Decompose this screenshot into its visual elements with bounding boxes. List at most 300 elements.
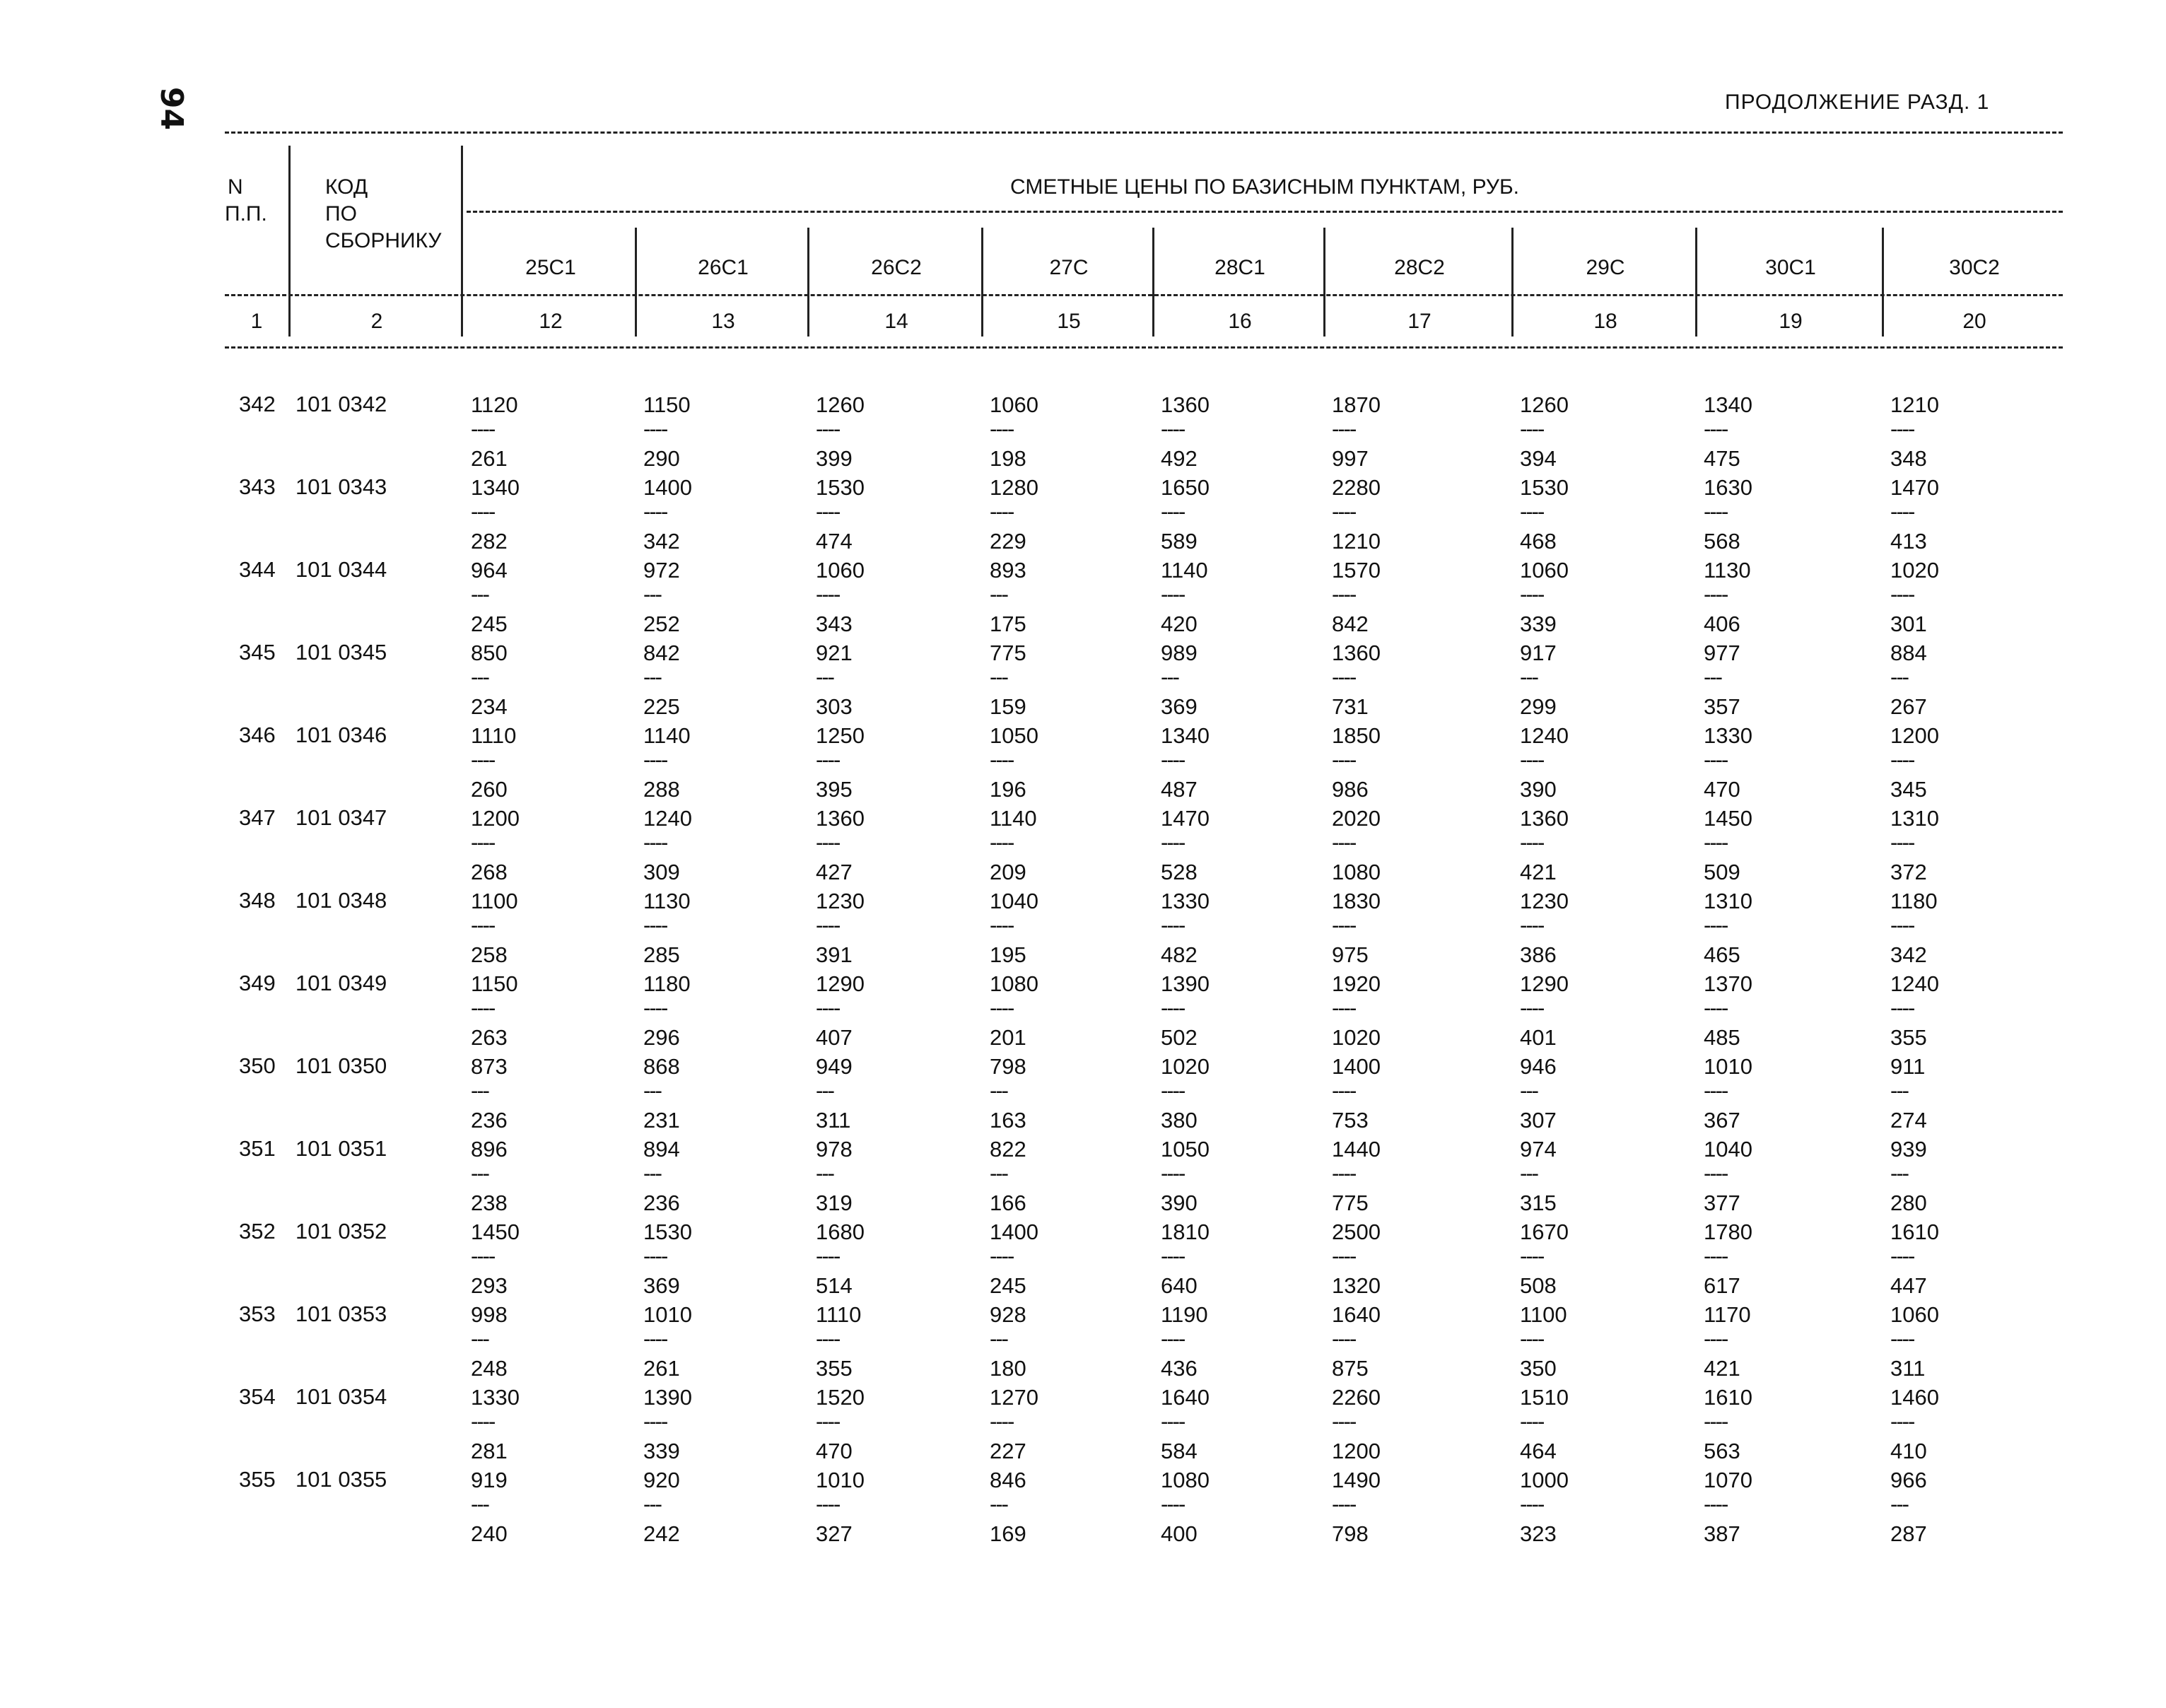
price-value: 617 [1704,1273,1740,1298]
fraction-separator: ---- [1332,1326,1356,1351]
price-value: 1360 [1161,392,1210,417]
price-value: 238 [471,1191,508,1215]
price-cell [1704,1302,1803,1382]
fraction-separator: ---- [1161,1161,1185,1186]
price-value: 357 [1704,694,1740,719]
col-np-label-2: П.П. [225,202,267,226]
price-value: 920 [643,1468,680,1492]
fraction-separator: ---- [1520,1409,1544,1434]
price-cell [1332,1136,1431,1217]
row-code: 101 0351 [295,1136,387,1161]
fraction-separator: ---- [1520,830,1544,855]
price-value: 242 [643,1521,680,1546]
price-cell [816,1136,915,1217]
price-value: 319 [816,1191,853,1215]
price-value: 485 [1704,1025,1740,1050]
price-cell [1332,971,1431,1051]
price-value: 896 [471,1137,508,1162]
price-cell [471,971,570,1051]
price-cell [471,1219,570,1299]
price-value: 311 [1890,1356,1926,1381]
col-code-label-1: КОД [325,175,368,199]
fraction-separator: ---- [1332,1078,1356,1103]
price-cell [1704,1467,1803,1548]
price-value: 274 [1890,1108,1927,1133]
price-value: 299 [1520,694,1557,719]
price-value: 1040 [990,889,1038,913]
price-cell [816,971,915,1051]
price-value: 842 [643,640,680,665]
row-number: 346 [239,723,276,747]
fraction-separator: ---- [816,1492,840,1516]
header-divider [288,146,291,337]
price-cell [1890,557,1989,638]
price-value: 195 [990,942,1026,967]
price-value: 946 [1520,1054,1557,1079]
price-value: 1100 [1520,1302,1567,1327]
fraction-separator: ---- [1890,913,1914,937]
price-value: 528 [1161,860,1198,884]
price-value: 339 [1520,612,1557,636]
row-number: 350 [239,1053,276,1078]
price-value: 2260 [1332,1385,1381,1410]
price-value: 997 [1332,446,1369,471]
price-cell [1161,1384,1260,1465]
price-cell [1704,888,1803,969]
price-value: 1310 [1890,806,1939,831]
fraction-separator: ---- [643,416,667,441]
price-cell [471,1302,570,1382]
price-cell [643,640,742,720]
price-value: 1340 [471,475,520,500]
price-value: 1210 [1890,392,1939,417]
price-value: 1240 [643,806,692,831]
price-value: 1530 [1520,475,1569,500]
price-cell [1161,971,1260,1051]
price-value: 196 [990,777,1026,802]
fraction-separator: --- [643,1078,661,1103]
price-value: 846 [990,1468,1026,1492]
price-value: 470 [1704,777,1740,802]
price-cell [1332,640,1431,720]
row-code: 101 0354 [295,1384,387,1409]
price-value: 1080 [1161,1468,1210,1492]
price-cell [1161,723,1260,803]
price-cell [816,474,915,555]
price-cell [1890,805,1989,886]
fraction-separator: --- [1520,665,1538,689]
price-cell [990,888,1089,969]
price-value: 1210 [1332,529,1381,554]
fraction-separator: --- [990,582,1007,607]
price-cell [1332,888,1431,969]
price-value: 1060 [990,392,1038,417]
price-cell [1161,557,1260,638]
price-cell [1890,1136,1989,1217]
price-cell [471,1053,570,1134]
point-header-27c: 27С [1049,256,1089,279]
price-cell [1332,557,1431,638]
fraction-separator: ---- [471,416,495,441]
col-number: 14 [884,310,908,333]
price-value: 1460 [1890,1385,1939,1410]
price-value: 225 [643,694,680,719]
fraction-separator: --- [816,665,833,689]
price-value: 315 [1520,1191,1557,1215]
price-value: 1260 [816,392,865,417]
fraction-separator: --- [1890,1078,1908,1103]
fraction-separator: ---- [1161,830,1185,855]
price-cell [1520,474,1619,555]
price-value: 180 [990,1356,1026,1381]
price-value: 911 [1890,1054,1926,1079]
price-value: 1050 [1161,1137,1210,1162]
price-value: 465 [1704,942,1740,967]
price-value: 986 [1332,777,1369,802]
price-value: 508 [1520,1273,1557,1298]
price-value: 287 [1890,1521,1927,1546]
price-value: 1400 [990,1219,1038,1244]
price-cell [1890,640,1989,720]
price-value: 977 [1704,640,1740,665]
fraction-separator: --- [990,665,1007,689]
price-value: 394 [1520,446,1557,471]
price-cell [643,474,742,555]
row-code: 101 0349 [295,971,387,995]
price-value: 1920 [1332,971,1381,996]
fraction-separator: ---- [990,995,1014,1020]
fraction-separator: ---- [1161,1492,1185,1516]
fraction-separator: ---- [1161,1409,1185,1434]
price-value: 447 [1890,1273,1927,1298]
price-value: 380 [1161,1108,1198,1133]
price-value: 229 [990,529,1026,554]
fraction-separator: ---- [1704,1492,1728,1516]
price-value: 245 [471,612,508,636]
price-cell [990,1302,1089,1382]
row-number: 355 [239,1467,276,1492]
price-cell [1520,1384,1619,1465]
price-cell [471,805,570,886]
price-cell [1161,474,1260,555]
page-title: ПРОДОЛЖЕНИЕ РАЗД. 1 [1725,90,1990,114]
price-value: 1570 [1332,558,1381,583]
price-cell [1890,888,1989,969]
price-value: 280 [1890,1191,1927,1215]
price-value: 798 [990,1054,1026,1079]
price-value: 261 [643,1356,680,1381]
fraction-separator: --- [990,1161,1007,1186]
price-value: 1520 [816,1385,865,1410]
price-value: 842 [1332,612,1369,636]
price-value: 1240 [1890,971,1939,996]
price-value: 884 [1890,640,1927,665]
price-value: 1060 [1890,1302,1939,1327]
price-value: 470 [816,1439,853,1463]
price-value: 2280 [1332,475,1381,500]
price-value: 369 [1161,694,1198,719]
price-value: 406 [1704,612,1740,636]
price-value: 1370 [1704,971,1752,996]
price-value: 1260 [1520,392,1569,417]
fraction-separator: ---- [1520,913,1544,937]
col-number: 17 [1407,310,1432,333]
price-value: 175 [990,612,1026,636]
fraction-separator: --- [1704,665,1721,689]
price-value: 964 [471,558,508,583]
fraction-separator: ---- [990,830,1014,855]
price-cell [1161,888,1260,969]
price-value: 1390 [643,1385,692,1410]
price-value: 822 [990,1137,1026,1162]
price-value: 1140 [643,723,691,748]
price-value: 1400 [1332,1054,1381,1079]
price-value: 231 [643,1108,680,1133]
fraction-separator: ---- [1704,416,1728,441]
fraction-separator: ---- [1161,747,1185,772]
price-value: 1330 [1161,889,1210,913]
price-value: 288 [643,777,680,802]
header-divider [1511,228,1514,337]
price-value: 248 [471,1356,508,1381]
fraction-separator: ---- [1161,1326,1185,1351]
price-value: 482 [1161,942,1198,967]
col-number: 18 [1593,310,1617,333]
price-value: 303 [816,694,853,719]
fraction-separator: ---- [1161,913,1185,937]
fraction-separator: ---- [1520,416,1544,441]
row-number: 352 [239,1219,276,1244]
price-value: 474 [816,529,853,554]
price-cell [816,640,915,720]
price-value: 1340 [1161,723,1210,748]
price-value: 386 [1520,942,1557,967]
fraction-separator: ---- [1704,1326,1728,1351]
price-cell [1890,1384,1989,1465]
header-divider [807,228,809,337]
price-value: 1060 [816,558,865,583]
price-cell [1704,1053,1803,1134]
fraction-separator: ---- [1332,995,1356,1020]
row-number: 343 [239,474,276,499]
price-value: 281 [471,1439,508,1463]
price-value: 420 [1161,612,1198,636]
price-value: 998 [471,1302,508,1327]
price-value: 919 [471,1468,508,1492]
fraction-separator: ---- [816,499,840,524]
fraction-separator: ---- [1161,416,1185,441]
price-cell [643,392,742,472]
fraction-separator: --- [471,1326,488,1351]
price-value: 261 [471,446,508,471]
price-value: 966 [1890,1468,1927,1492]
point-header-30c1: 30С1 [1765,256,1816,279]
price-cell [471,1136,570,1217]
price-value: 1060 [1520,558,1569,583]
row-number: 348 [239,888,276,913]
fraction-separator: --- [1161,665,1178,689]
price-cell [471,723,570,803]
price-value: 974 [1520,1137,1557,1162]
price-value: 775 [990,640,1026,665]
price-value: 1020 [1161,1054,1210,1079]
price-value: 410 [1890,1439,1927,1463]
fraction-separator: --- [643,1492,661,1516]
price-value: 252 [643,612,680,636]
fraction-separator: ---- [1332,1409,1356,1434]
fraction-separator: ---- [1890,830,1914,855]
fraction-separator: ---- [1520,1326,1544,1351]
price-cell [1704,1136,1803,1217]
price-value: 268 [471,860,508,884]
col-number: 19 [1779,310,1803,333]
price-value: 390 [1161,1191,1198,1215]
price-value: 798 [1332,1521,1369,1546]
price-value: 850 [471,640,508,665]
price-value: 367 [1704,1108,1740,1133]
price-value: 921 [816,640,853,665]
price-value: 568 [1704,529,1740,554]
price-cell [1520,1053,1619,1134]
price-value: 1440 [1332,1137,1381,1162]
price-value: 1110 [471,723,517,748]
fraction-separator: ---- [471,830,495,855]
price-value: 345 [1890,777,1927,802]
fraction-separator: --- [1520,1078,1538,1103]
price-cell [1161,640,1260,720]
fraction-separator: ---- [1890,1409,1914,1434]
price-value: 1650 [1161,475,1210,500]
price-value: 421 [1520,860,1557,884]
price-cell [1890,474,1989,555]
row-code: 101 0355 [295,1467,387,1492]
fraction-separator: ---- [643,995,667,1020]
price-cell [990,640,1089,720]
col-code-label-3: СБОРНИКУ [325,229,442,252]
price-cell [1161,1136,1260,1217]
price-value: 1280 [990,475,1038,500]
row-code: 101 0352 [295,1219,387,1244]
fraction-separator: ---- [1890,582,1914,607]
price-cell [816,392,915,472]
price-value: 227 [990,1439,1026,1463]
price-value: 267 [1890,694,1927,719]
price-cell [1332,805,1431,886]
header-bottom-rule [225,294,2063,296]
fraction-separator: ---- [990,416,1014,441]
price-value: 339 [643,1439,680,1463]
price-value: 1400 [643,475,692,500]
fraction-separator: ---- [1161,1078,1185,1103]
price-value: 245 [990,1273,1026,1298]
fraction-separator: ---- [1161,499,1185,524]
price-value: 260 [471,777,508,802]
price-value: 1040 [1704,1137,1752,1162]
price-value: 355 [1890,1025,1927,1050]
price-cell [1520,805,1619,886]
price-value: 1850 [1332,723,1381,748]
price-value: 390 [1520,777,1557,802]
price-cell [1520,557,1619,638]
price-value: 201 [990,1025,1026,1050]
price-value: 234 [471,694,508,719]
price-value: 492 [1161,446,1198,471]
group-header: СМЕТНЫЕ ЦЕНЫ ПО БАЗИСНЫМ ПУНКТАМ, РУБ. [1010,175,1519,199]
col-number: 16 [1228,310,1252,333]
fraction-separator: --- [990,1078,1007,1103]
price-value: 296 [643,1025,680,1050]
price-value: 875 [1332,1356,1369,1381]
fraction-separator: ---- [1332,416,1356,441]
price-cell [816,888,915,969]
row-code: 101 0348 [295,888,387,913]
col-number: 20 [1962,310,1986,333]
row-code: 101 0343 [295,474,387,499]
price-value: 1080 [990,971,1038,996]
price-cell [990,1467,1089,1548]
price-value: 731 [1332,694,1369,719]
price-value: 400 [1161,1521,1198,1546]
price-value: 301 [1890,612,1927,636]
price-cell [471,888,570,969]
col-numbers-rule [225,346,2063,349]
price-value: 1360 [816,806,865,831]
price-cell [990,1219,1089,1299]
fraction-separator: ---- [1520,582,1544,607]
header-divider [1695,228,1697,337]
fraction-separator: ---- [816,995,840,1020]
price-value: 240 [471,1521,508,1546]
point-header-30c2: 30С2 [1949,256,2000,279]
price-cell [1161,1219,1260,1299]
price-value: 1320 [1332,1273,1381,1298]
fraction-separator: ---- [1704,1078,1728,1103]
price-cell [643,723,742,803]
price-cell [816,1053,915,1134]
price-cell [1520,392,1619,472]
fraction-separator: ---- [1332,582,1356,607]
price-cell [643,1219,742,1299]
price-value: 348 [1890,446,1927,471]
price-value: 1450 [1704,806,1752,831]
price-value: 1630 [1704,475,1752,500]
row-code: 101 0345 [295,640,387,665]
price-cell [471,474,570,555]
price-cell [1520,640,1619,720]
price-value: 1390 [1161,971,1210,996]
price-value: 563 [1704,1439,1740,1463]
price-value: 1180 [643,971,691,996]
header-top-rule [225,131,2063,134]
fraction-separator: ---- [1704,1244,1728,1268]
price-value: 1020 [1332,1025,1381,1050]
price-value: 640 [1161,1273,1198,1298]
price-cell [990,971,1089,1051]
price-value: 514 [816,1273,853,1298]
price-value: 1010 [1704,1054,1752,1079]
price-value: 327 [816,1521,853,1546]
price-cell [643,1136,742,1217]
fraction-separator: ---- [1704,1161,1728,1186]
price-value: 355 [816,1356,853,1381]
point-header-28c1: 28С1 [1214,256,1265,279]
price-value: 421 [1704,1356,1740,1381]
price-value: 401 [1520,1025,1557,1050]
price-value: 290 [643,446,680,471]
price-value: 989 [1161,640,1198,665]
price-cell [1890,1219,1989,1299]
row-number: 354 [239,1384,276,1409]
